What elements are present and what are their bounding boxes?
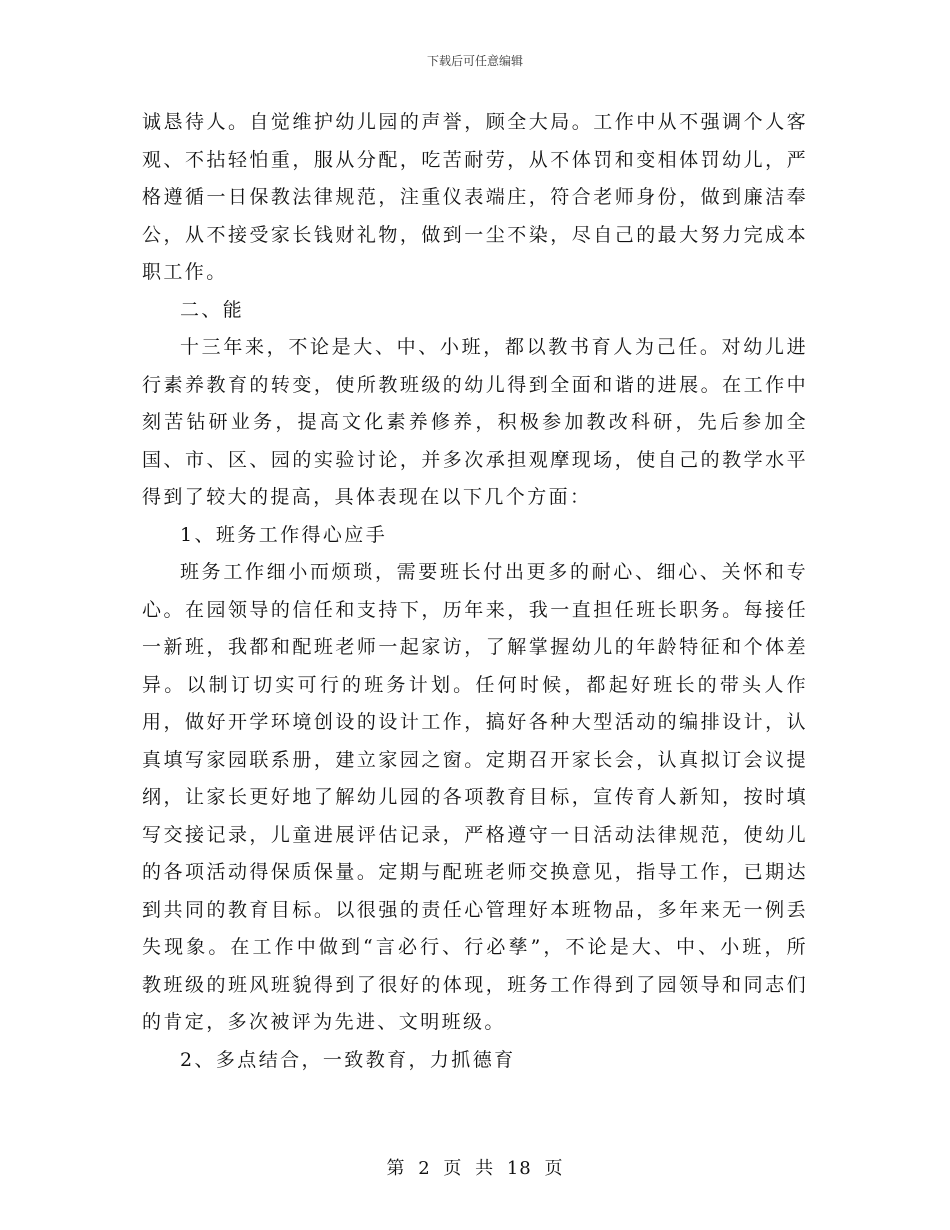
paragraph: 十三年来，不论是大、中、小班，都以教书育人为己任。对幼儿进行素养教育的转变，使所教班级的幼儿得到全面和谐的进展。在工作中刻苦钻研业务，提高文化素养修养，积极参加教改科研，先后参加全国、市、区、园的实验讨论，并多次承担观摩现场，使自己的教学水平得到了较大的提高，具体表现在以下几个方面：: [142, 336, 808, 508]
paragraph: 诚恳待人。自觉维护幼儿园的声誉，顾全大局。工作中从不强调个人客观、不拈轻怕重，服从分配，吃苦耐劳，从不体罚和变相体罚幼儿，严格遵循一日保教法律规范，注重仪表端庄，符合老师身份，做到廉洁奉公，从不接受家长钱财礼物，做到一尘不染，尽自己的最大努力完成本职工作。: [142, 111, 808, 283]
subsection-heading: 2、多点结合，一致教育，力抓德育: [180, 1048, 516, 1071]
page-number: 第 2 页 共 18 页: [386, 1158, 564, 1179]
document-body: [142, 104, 808, 1079]
page-header: 下载后可任意编辑: [426, 54, 523, 68]
subsection-heading: 1、班务工作得心应手: [180, 523, 388, 546]
section-heading: 二、能: [180, 298, 245, 321]
paragraph: 班务工作细小而烦琐，需要班长付出更多的耐心、细心、关怀和专心。在园领导的信任和支持下，历年来，我一直担任班长职务。每接任一新班，我都和配班老师一起家访，了解掌握幼儿的年龄特征和个体差异。以制订切实可行的班务计划。任何时候，都起好班长的带头人作用，做好开学环境创设的设计工作，搞好各种大型活动的编排设计，认真填写家园联系册，建立家园之窗。定期召开家长会，认真拟订会议提纲，让家长更好地了解幼儿园的各项教育目标，宣传育人新知，按时填写交接记录，儿童进展评估记录，严格遵守一日活动法律规范，使幼儿的各项活动得保质保量。定期与配班老师交换意见，指导工作，已期达到共同的教育目标。以很强的责任心管理好本班物品，多年来无一例丢失现象。在工作中做到“言必行、行必孳”，不论是大、中、小班，所教班级的班风班貌得到了很好的体现，班务工作得到了园领导和同志们的肯定，多次被评为先进、文明班级。: [142, 561, 808, 1033]
